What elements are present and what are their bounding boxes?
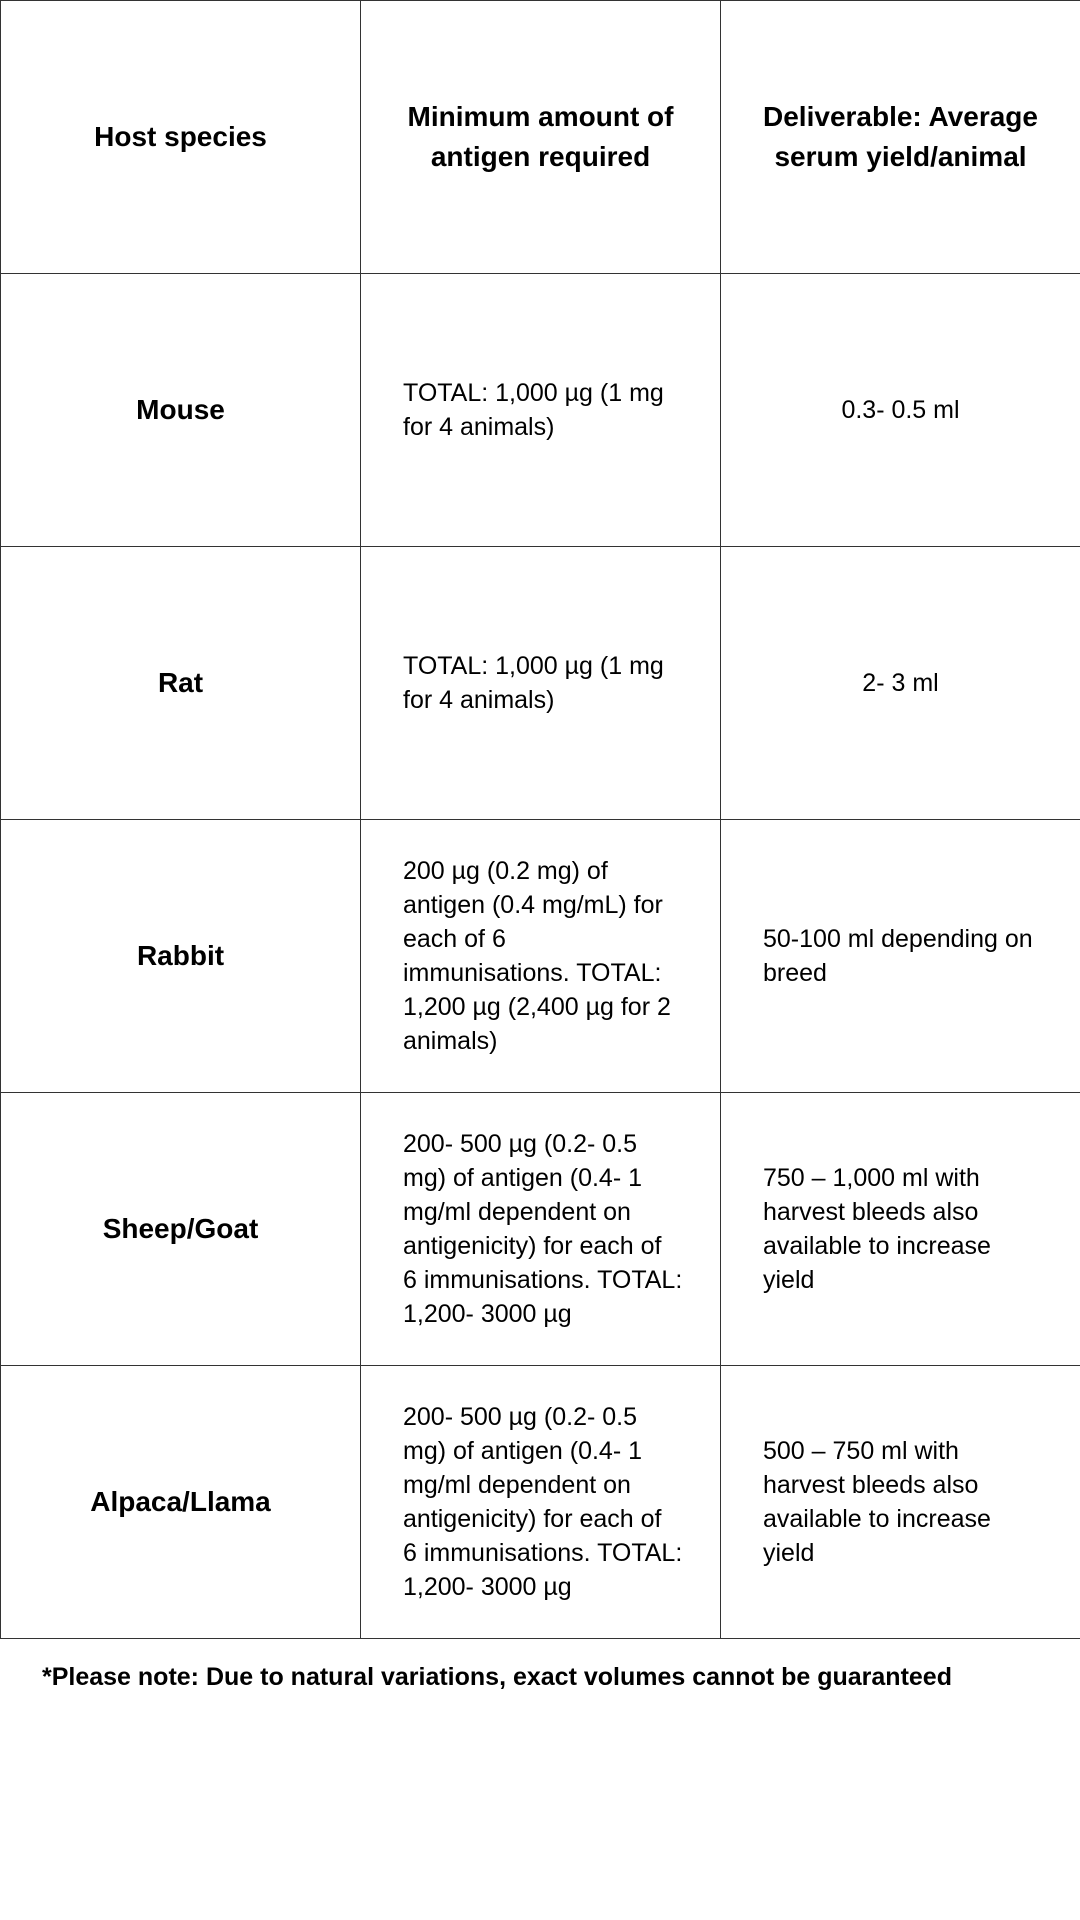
species-cell: Alpaca/Llama	[1, 1366, 361, 1639]
yield-cell: 50-100 ml depending on breed	[721, 820, 1080, 1093]
table-row	[1, 820, 1080, 1093]
header-host-species: Host species	[1, 1, 361, 274]
antigen-cell: TOTAL: 1,000 µg (1 mg for 4 animals)	[361, 274, 721, 547]
yield-cell: 2- 3 ml	[721, 547, 1080, 820]
table-row	[1, 1093, 1080, 1366]
footnote-note: *Please note: Due to natural variations, exact volumes cannot be guaranteed	[42, 1663, 952, 1691]
table-row	[1, 547, 1080, 820]
antigen-cell: 200- 500 µg (0.2- 0.5 mg) of antigen (0.4- 1 mg/ml dependent on antigenicity) for each of 6 immunisations. TOTAL: 1,200- 3000 µg	[361, 1093, 721, 1366]
antigen-cell: TOTAL: 1,000 µg (1 mg for 4 animals)	[361, 547, 721, 820]
header-minimum-antigen: Minimum amount of antigen required	[361, 1, 721, 274]
antigen-cell: 200- 500 µg (0.2- 0.5 mg) of antigen (0.4- 1 mg/ml dependent on antigenicity) for each of 6 immunisations. TOTAL: 1,200- 3000 µg	[361, 1366, 721, 1639]
table-row	[1, 274, 1080, 547]
table-row	[1, 1366, 1080, 1639]
species-cell: Sheep/Goat	[1, 1093, 361, 1366]
yield-cell: 500 – 750 ml with harvest bleeds also available to increase yield	[721, 1366, 1080, 1639]
species-cell: Rabbit	[1, 820, 361, 1093]
yield-cell: 750 – 1,000 ml with harvest bleeds also available to increase yield	[721, 1093, 1080, 1366]
species-cell: Rat	[1, 547, 361, 820]
antigen-cell: 200 µg (0.2 mg) of antigen (0.4 mg/mL) for each of 6 immunisations. TOTAL: 1,200 µg (2,400 µg for 2 animals)	[361, 820, 721, 1093]
header-serum-yield: Deliverable: Average serum yield/animal	[721, 1, 1080, 274]
table-header-row	[1, 1, 1080, 274]
yield-cell: 0.3- 0.5 ml	[721, 274, 1080, 547]
species-cell: Mouse	[1, 274, 361, 547]
